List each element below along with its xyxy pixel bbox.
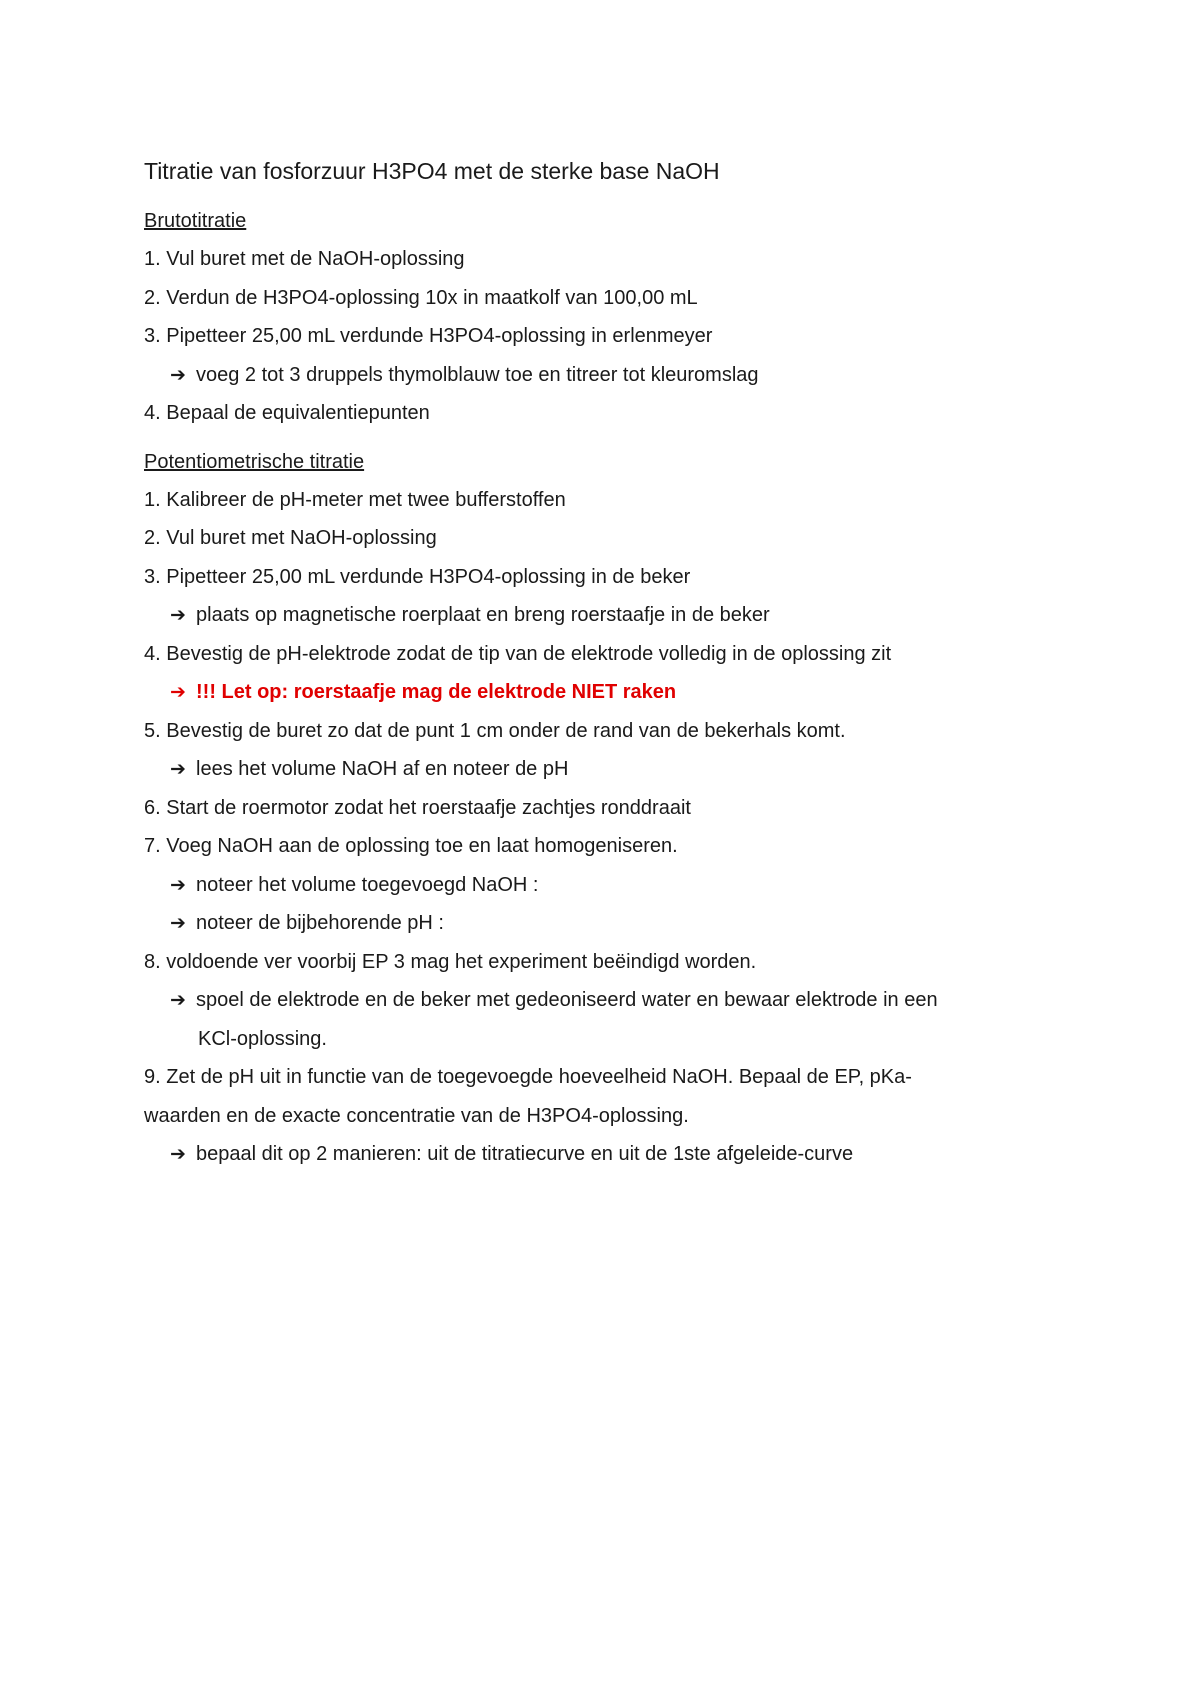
arrow-right-icon: ➔ bbox=[170, 1143, 186, 1165]
document-title: Titratie van fosforzuur H3PO4 met de sterke base NaOH bbox=[144, 158, 720, 184]
sub-step-line bbox=[144, 596, 1064, 635]
sub-step-text: noteer de bijbehorende pH : bbox=[196, 912, 444, 934]
continuation-line: KCl-oplossing. bbox=[198, 1027, 327, 1050]
sub-step-text: noteer het volume toegevoegd NaOH : bbox=[196, 873, 539, 896]
section-2 bbox=[144, 443, 1064, 1174]
sub-step-text: bepaal dit op 2 manieren: uit de titratiecurve en uit de 1ste afgeleide-curve bbox=[196, 1143, 854, 1165]
step-line: waarden en de exacte concentratie van de H3PO4-oplossing. bbox=[144, 1104, 689, 1127]
section-1 bbox=[144, 202, 1064, 433]
step-line: 2. Vul buret met NaOH-oplossing bbox=[144, 527, 437, 549]
sub-step-text: spoel de elektrode en de beker met gedeoniseerd water en bewaar elektrode in een bbox=[196, 989, 938, 1011]
step-line: 1. Vul buret met de NaOH-oplossing bbox=[144, 248, 465, 270]
step-line: 7. Voeg NaOH aan de oplossing toe en laat homogeniseren. bbox=[144, 835, 678, 857]
step-line: 1. Kalibreer de pH-meter met twee bufferstoffen bbox=[144, 488, 566, 511]
section-heading: Brutotitratie bbox=[144, 210, 247, 232]
step-line: 9. Zet de pH uit in functie van de toegevoegde hoeveelheid NaOH. Bepaal de EP, pKa- bbox=[144, 1066, 912, 1088]
sub-step-text: lees het volume NaOH af en noteer de pH bbox=[196, 758, 569, 780]
arrow-right-icon: ➔ bbox=[170, 363, 186, 386]
arrow-right-icon: ➔ bbox=[170, 912, 186, 934]
step-line: 3. Pipetteer 25,00 mL verdunde H3PO4-oplossing in de beker bbox=[144, 565, 691, 588]
sub-step-text: voeg 2 tot 3 druppels thymolblauw toe en titreer tot kleuromslag bbox=[196, 363, 759, 386]
step-line: 4. Bepaal de equivalentiepunten bbox=[144, 402, 430, 424]
arrow-right-icon: ➔ bbox=[170, 758, 186, 780]
step-line: 4. Bevestig de pH-elektrode zodat de tip van de elektrode volledig in de oplossing zit bbox=[144, 642, 892, 665]
document-body bbox=[144, 202, 1064, 1174]
step-line: 2. Verdun de H3PO4-oplossing 10x in maatkolf van 100,00 mL bbox=[144, 286, 698, 309]
arrow-right-icon: ➔ bbox=[170, 873, 186, 896]
arrow-right-icon: ➔ bbox=[170, 989, 186, 1011]
sub-step-line bbox=[144, 904, 1064, 943]
sub-step-line bbox=[144, 750, 1064, 789]
document-page bbox=[144, 150, 1064, 1184]
step-line: 3. Pipetteer 25,00 mL verdunde H3PO4-oplossing in erlenmeyer bbox=[144, 325, 713, 347]
sub-step-text: !!! Let op: roerstaafje mag de elektrode NIET raken bbox=[196, 681, 677, 703]
sub-step-line bbox=[144, 356, 1064, 395]
step-line: 6. Start de roermotor zodat het roerstaafje zachtjes ronddraait bbox=[144, 796, 691, 819]
sub-step-line bbox=[144, 866, 1064, 905]
section-heading: Potentiometrische titratie bbox=[144, 450, 365, 473]
step-line: 8. voldoende ver voorbij EP 3 mag het experiment beëindigd worden. bbox=[144, 950, 757, 973]
step-line: 5. Bevestig de buret zo dat de punt 1 cm onder de rand van de bekerhals komt. bbox=[144, 719, 846, 742]
warning-line bbox=[144, 673, 1064, 712]
arrow-right-icon: ➔ bbox=[170, 681, 186, 703]
sub-step-text: plaats op magnetische roerplaat en breng roerstaafje in de beker bbox=[196, 604, 770, 626]
sub-step-line bbox=[144, 981, 1064, 1020]
arrow-right-icon: ➔ bbox=[170, 604, 186, 626]
sub-step-line bbox=[144, 1135, 1064, 1174]
